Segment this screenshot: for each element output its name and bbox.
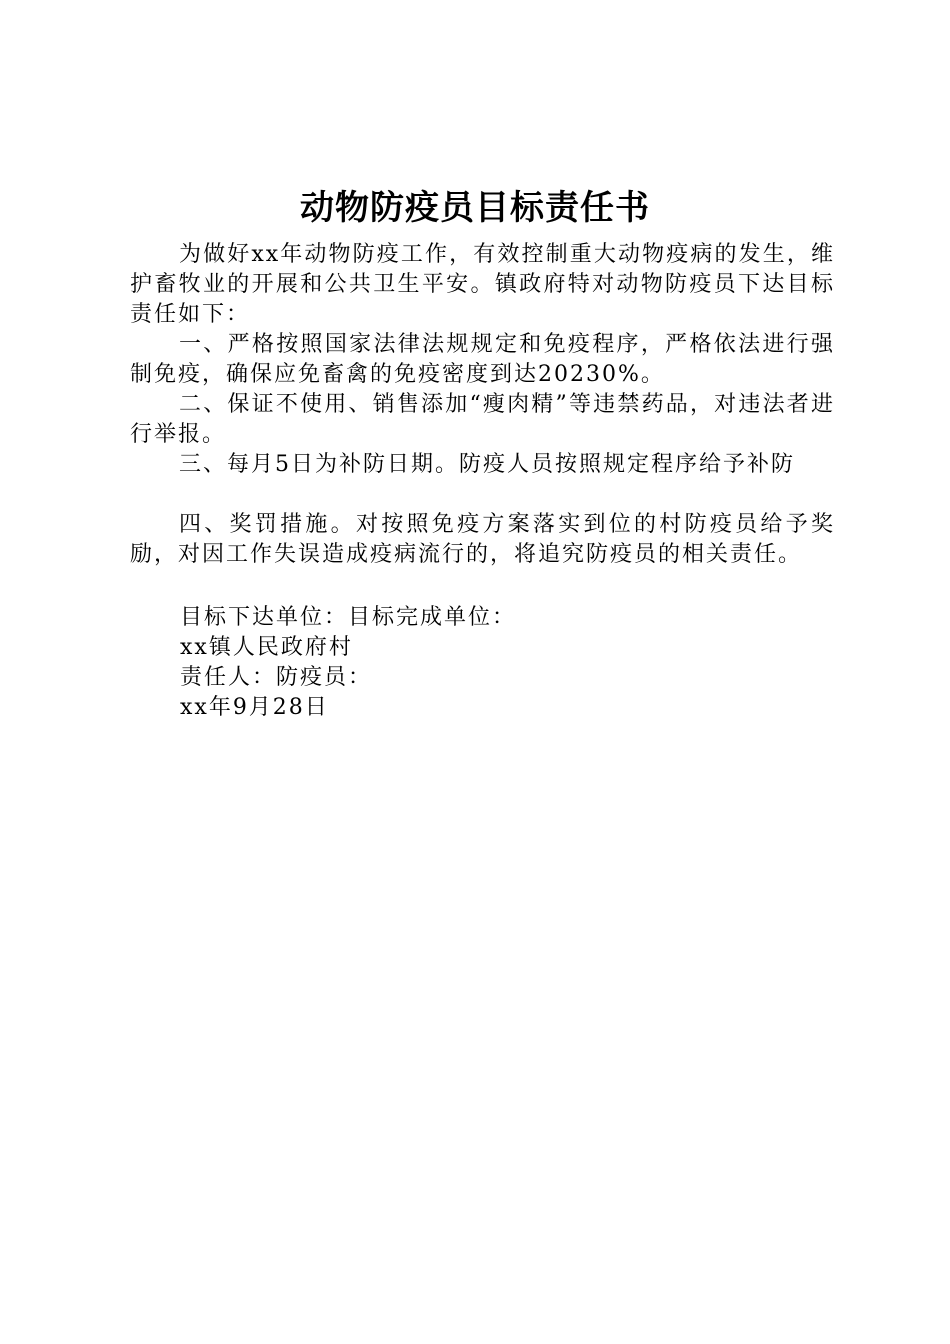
paragraph-item-4: 四、奖罚措施。对按照免疫方案落实到位的村防疫员给予奖励，对因工作失误造成疫病流行的，将追究防疫员的相关责任。 — [130, 512, 835, 567]
blank-line — [130, 480, 835, 510]
signature-responsible-line: 责任人：防疫员： — [180, 665, 373, 690]
signature-block — [180, 603, 516, 723]
document-body — [130, 240, 835, 570]
document-title: 动物防疫员目标责任书 — [300, 188, 650, 228]
paragraph-item-3: 三、每月5日为补防日期。防疫人员按照规定程序给予补防 — [179, 452, 795, 477]
signature-date-line: xx年9月28日 — [180, 695, 329, 720]
paragraph-item-2: 二、保证不使用、销售添加“瘦肉精”等违禁药品，对违法者进行举报。 — [130, 392, 835, 447]
paragraph-item-1: 一、严格按照国家法律法规规定和免疫程序，严格依法进行强制免疫，确保应免畜禽的免疫密度到达20230%。 — [130, 332, 835, 387]
signature-units-line: 目标下达单位：目标完成单位： — [180, 605, 517, 630]
signature-org-line: xx镇人民政府村 — [180, 635, 353, 660]
paragraph-intro: 为做好xx年动物防疫工作，有效控制重大动物疫病的发生，维护畜牧业的开展和公共卫生平安。镇政府特对动物防疫员下达目标责任如下： — [130, 242, 835, 327]
